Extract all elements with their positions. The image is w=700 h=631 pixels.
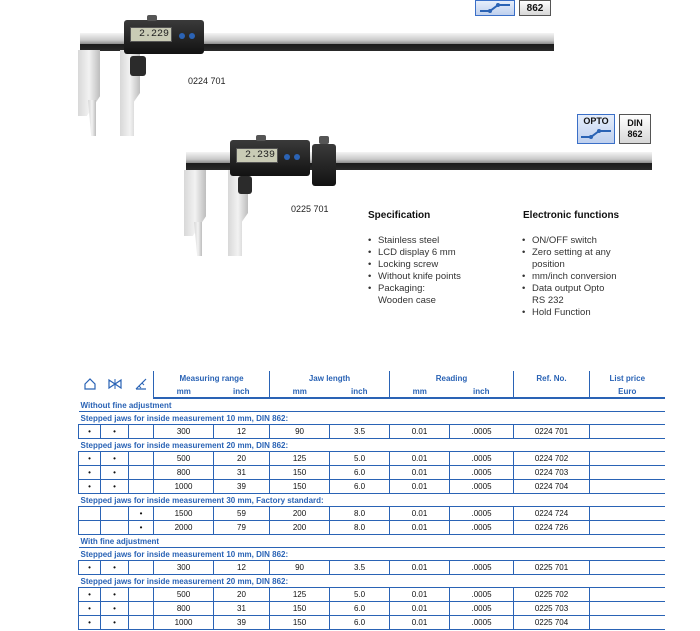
lcd-display: 2.239 bbox=[236, 148, 278, 163]
table-cell-ref: 0224 724 bbox=[514, 507, 590, 521]
list-price-header: List price bbox=[590, 371, 665, 385]
table-cell-price bbox=[590, 561, 665, 575]
table-row bbox=[79, 452, 665, 466]
function-item-text: RS 232 bbox=[532, 295, 564, 306]
table-cell-read-mm: 0.01 bbox=[390, 466, 450, 480]
table-cell-ref: 0224 703 bbox=[514, 466, 590, 480]
table-cell-read-inch: .0005 bbox=[450, 588, 514, 602]
group-title: With fine adjustment bbox=[79, 535, 665, 548]
table-cell-jaw-mm: 90 bbox=[270, 425, 330, 439]
table-row bbox=[79, 561, 665, 575]
product-table bbox=[78, 371, 664, 630]
table-cell-read-mm: 0.01 bbox=[390, 616, 450, 630]
table-cell-c2: • bbox=[101, 466, 129, 480]
table-cell-mm: 800 bbox=[154, 602, 214, 616]
function-item-continued bbox=[522, 259, 616, 271]
table-cell-c3 bbox=[129, 466, 154, 480]
table-cell-c2: • bbox=[101, 452, 129, 466]
table-cell-c2: • bbox=[101, 602, 129, 616]
function-button bbox=[294, 154, 300, 160]
table-cell-price bbox=[590, 507, 665, 521]
subgroup-title: Stepped jaws for inside measurement 10 mm, DIN 862: bbox=[79, 548, 665, 561]
din-badge-top: 862 bbox=[519, 0, 551, 16]
table-cell-c3: • bbox=[129, 521, 154, 535]
group-title-row bbox=[79, 535, 665, 548]
table-cell-jaw-mm: 150 bbox=[270, 602, 330, 616]
table-cell-inch: 39 bbox=[214, 616, 270, 630]
function-item-text: position bbox=[532, 259, 565, 270]
spec-item: • LCD display 6 mm bbox=[368, 247, 461, 259]
table-cell-jaw-inch: 8.0 bbox=[330, 507, 390, 521]
table-cell-ref: 0224 702 bbox=[514, 452, 590, 466]
part-number-label: 0225 701 bbox=[291, 204, 329, 214]
group-title-row bbox=[79, 398, 665, 412]
mm-header: mm bbox=[270, 385, 330, 398]
opto-icon bbox=[475, 0, 515, 16]
function-button bbox=[189, 33, 195, 39]
function-item: • ON/OFF switch bbox=[522, 235, 616, 247]
table-cell-read-inch: .0005 bbox=[450, 507, 514, 521]
table-row bbox=[79, 602, 665, 616]
table-cell-mm: 2000 bbox=[154, 521, 214, 535]
table-cell-c2 bbox=[101, 507, 129, 521]
table-cell-jaw-inch: 8.0 bbox=[330, 521, 390, 535]
measuring-range-header: Measuring range bbox=[154, 371, 270, 385]
function-item: • mm/inch conversion bbox=[522, 271, 616, 283]
function-item-continued bbox=[522, 295, 616, 307]
table-cell-mm: 800 bbox=[154, 466, 214, 480]
jaw-length-header: Jaw length bbox=[270, 371, 390, 385]
inch-header: inch bbox=[450, 385, 514, 398]
table-cell-c3 bbox=[129, 452, 154, 466]
table-cell-c3 bbox=[129, 561, 154, 575]
table-cell-read-inch: .0005 bbox=[450, 480, 514, 494]
locking-screw bbox=[256, 135, 266, 141]
table-cell-mm: 300 bbox=[154, 425, 214, 439]
spec-item-continued: Wooden case bbox=[378, 295, 436, 306]
table-cell-price bbox=[590, 452, 665, 466]
table-cell-read-mm: 0.01 bbox=[390, 480, 450, 494]
table-cell-c1 bbox=[79, 521, 101, 535]
table-cell-inch: 79 bbox=[214, 521, 270, 535]
table-body bbox=[79, 398, 665, 630]
table-cell-c1 bbox=[79, 507, 101, 521]
table-cell-price bbox=[590, 480, 665, 494]
table-cell-c2 bbox=[101, 521, 129, 535]
table-cell-mm: 1000 bbox=[154, 616, 214, 630]
subgroup-title-row bbox=[79, 548, 665, 561]
spec-item: • Without knife points bbox=[368, 271, 461, 283]
table-cell-inch: 59 bbox=[214, 507, 270, 521]
table-cell-read-inch: .0005 bbox=[450, 521, 514, 535]
table-row bbox=[79, 616, 665, 630]
ref-no-header: Ref. No. bbox=[514, 371, 590, 385]
table-cell-price bbox=[590, 466, 665, 480]
part-number-label: 0224 701 bbox=[188, 76, 226, 86]
mm-header: mm bbox=[390, 385, 450, 398]
fine-adjust-screw bbox=[319, 136, 329, 144]
table-row bbox=[79, 466, 665, 480]
table-cell-c3 bbox=[129, 588, 154, 602]
locking-screw bbox=[147, 15, 157, 21]
table-cell-read-inch: .0005 bbox=[450, 466, 514, 480]
bowtie-icon bbox=[101, 371, 129, 398]
spec-item bbox=[368, 295, 461, 307]
table-cell-c1: • bbox=[79, 602, 101, 616]
reading-header: Reading bbox=[390, 371, 514, 385]
table-cell-jaw-mm: 200 bbox=[270, 521, 330, 535]
subgroup-title: Stepped jaws for inside measurement 30 mm, Factory standard: bbox=[79, 494, 665, 507]
table-cell-jaw-inch: 6.0 bbox=[330, 602, 390, 616]
inch-header: inch bbox=[214, 385, 270, 398]
table-cell-jaw-inch: 5.0 bbox=[330, 452, 390, 466]
spec-item: • Stainless steel bbox=[368, 235, 461, 247]
table-cell-read-mm: 0.01 bbox=[390, 452, 450, 466]
table-cell-inch: 12 bbox=[214, 561, 270, 575]
table-cell-c3 bbox=[129, 425, 154, 439]
specification-list bbox=[368, 235, 461, 307]
opto-icon bbox=[579, 127, 613, 141]
table-cell-inch: 31 bbox=[214, 602, 270, 616]
table-cell-jaw-inch: 3.5 bbox=[330, 561, 390, 575]
table-cell-inch: 12 bbox=[214, 425, 270, 439]
table-cell-c1: • bbox=[79, 425, 101, 439]
subgroup-title-row bbox=[79, 575, 665, 588]
table-cell-jaw-mm: 150 bbox=[270, 466, 330, 480]
table-cell-inch: 20 bbox=[214, 452, 270, 466]
function-button bbox=[179, 33, 185, 39]
subgroup-title-row bbox=[79, 439, 665, 452]
subgroup-title-row bbox=[79, 412, 665, 425]
euro-header: Euro bbox=[590, 385, 665, 398]
electronic-functions-list bbox=[522, 235, 616, 319]
table-cell-read-mm: 0.01 bbox=[390, 425, 450, 439]
table-cell-ref: 0224 701 bbox=[514, 425, 590, 439]
table-cell-ref: 0225 703 bbox=[514, 602, 590, 616]
table-cell-c1: • bbox=[79, 588, 101, 602]
table-cell-c3: • bbox=[129, 507, 154, 521]
table-cell-inch: 31 bbox=[214, 466, 270, 480]
table-cell-read-inch: .0005 bbox=[450, 602, 514, 616]
din-badge bbox=[619, 114, 651, 144]
function-item: • Data output Opto bbox=[522, 283, 616, 295]
table-cell-read-inch: .0005 bbox=[450, 425, 514, 439]
ruler-icon bbox=[129, 371, 154, 398]
table-cell-read-mm: 0.01 bbox=[390, 602, 450, 616]
table-cell-c1: • bbox=[79, 561, 101, 575]
table-cell-read-inch: .0005 bbox=[450, 616, 514, 630]
subgroup-title-row bbox=[79, 494, 665, 507]
function-item: • Hold Function bbox=[522, 307, 616, 319]
table-cell-read-inch: .0005 bbox=[450, 561, 514, 575]
table-cell-price bbox=[590, 521, 665, 535]
house-icon bbox=[79, 371, 101, 398]
table-cell-mm: 1000 bbox=[154, 480, 214, 494]
subgroup-title: Stepped jaws for inside measurement 10 mm, DIN 862: bbox=[79, 412, 665, 425]
table-cell-mm: 500 bbox=[154, 588, 214, 602]
table-cell-read-mm: 0.01 bbox=[390, 521, 450, 535]
table-cell-c3 bbox=[129, 616, 154, 630]
table-cell-read-mm: 0.01 bbox=[390, 561, 450, 575]
table-cell-jaw-inch: 6.0 bbox=[330, 466, 390, 480]
table-cell-ref: 0224 726 bbox=[514, 521, 590, 535]
electronic-functions-title: Electronic functions bbox=[523, 210, 620, 221]
table-cell-price bbox=[590, 602, 665, 616]
table-cell-c2: • bbox=[101, 561, 129, 575]
table-cell-mm: 500 bbox=[154, 452, 214, 466]
table-cell-c2: • bbox=[101, 616, 129, 630]
table-cell-ref: 0224 704 bbox=[514, 480, 590, 494]
fine-adjustment-block bbox=[312, 144, 336, 186]
table-cell-c1: • bbox=[79, 466, 101, 480]
table-cell-jaw-inch: 5.0 bbox=[330, 588, 390, 602]
opto-label: OPTO bbox=[583, 116, 609, 126]
table-row bbox=[79, 507, 665, 521]
table-cell-jaw-mm: 150 bbox=[270, 480, 330, 494]
opto-badge bbox=[577, 114, 615, 144]
subgroup-title: Stepped jaws for inside measurement 20 mm, DIN 862: bbox=[79, 575, 665, 588]
inch-header: inch bbox=[330, 385, 390, 398]
table-cell-jaw-inch: 6.0 bbox=[330, 616, 390, 630]
table-cell-c2: • bbox=[101, 480, 129, 494]
table-cell-c3 bbox=[129, 602, 154, 616]
table-row bbox=[79, 588, 665, 602]
table-row bbox=[79, 480, 665, 494]
table-cell-ref: 0225 704 bbox=[514, 616, 590, 630]
table-cell-price bbox=[590, 588, 665, 602]
table-cell-jaw-mm: 125 bbox=[270, 452, 330, 466]
table-cell-jaw-mm: 200 bbox=[270, 507, 330, 521]
table-cell-jaw-inch: 3.5 bbox=[330, 425, 390, 439]
table-cell-read-mm: 0.01 bbox=[390, 588, 450, 602]
table-row bbox=[79, 425, 665, 439]
table-cell-c3 bbox=[129, 480, 154, 494]
spec-item: • Locking screw bbox=[368, 259, 461, 271]
lcd-display: 2.229 bbox=[130, 27, 172, 42]
table-cell-jaw-mm: 90 bbox=[270, 561, 330, 575]
fine-adjust-knob bbox=[238, 176, 252, 194]
fine-adjust-knob bbox=[130, 56, 146, 76]
table-cell-jaw-inch: 6.0 bbox=[330, 480, 390, 494]
table-cell-c1: • bbox=[79, 616, 101, 630]
group-title: Without fine adjustment bbox=[79, 398, 665, 412]
mm-header: mm bbox=[154, 385, 214, 398]
table-cell-jaw-mm: 150 bbox=[270, 616, 330, 630]
spec-item: • Packaging: bbox=[368, 283, 461, 295]
table-cell-c2: • bbox=[101, 425, 129, 439]
table-cell-mm: 1500 bbox=[154, 507, 214, 521]
specification-title: Specification bbox=[368, 210, 431, 221]
table-cell-inch: 20 bbox=[214, 588, 270, 602]
table-cell-mm: 300 bbox=[154, 561, 214, 575]
table-cell-price bbox=[590, 616, 665, 630]
table-cell-price bbox=[590, 425, 665, 439]
table-cell-c1: • bbox=[79, 452, 101, 466]
table-cell-inch: 39 bbox=[214, 480, 270, 494]
table-cell-jaw-mm: 125 bbox=[270, 588, 330, 602]
subgroup-title: Stepped jaws for inside measurement 20 mm, DIN 862: bbox=[79, 439, 665, 452]
table-cell-ref: 0225 701 bbox=[514, 561, 590, 575]
function-button bbox=[284, 154, 290, 160]
table-cell-read-inch: .0005 bbox=[450, 452, 514, 466]
din-label: DIN bbox=[627, 118, 643, 128]
function-item: • Zero setting at any bbox=[522, 247, 616, 259]
table-cell-read-mm: 0.01 bbox=[390, 507, 450, 521]
din-number: 862 bbox=[627, 129, 643, 139]
table-cell-ref: 0225 702 bbox=[514, 588, 590, 602]
table-row bbox=[79, 521, 665, 535]
table-cell-c1: • bbox=[79, 480, 101, 494]
table-cell-c2: • bbox=[101, 588, 129, 602]
fixed-jaw-tip bbox=[194, 222, 202, 256]
fixed-jaw-tip bbox=[88, 100, 96, 136]
